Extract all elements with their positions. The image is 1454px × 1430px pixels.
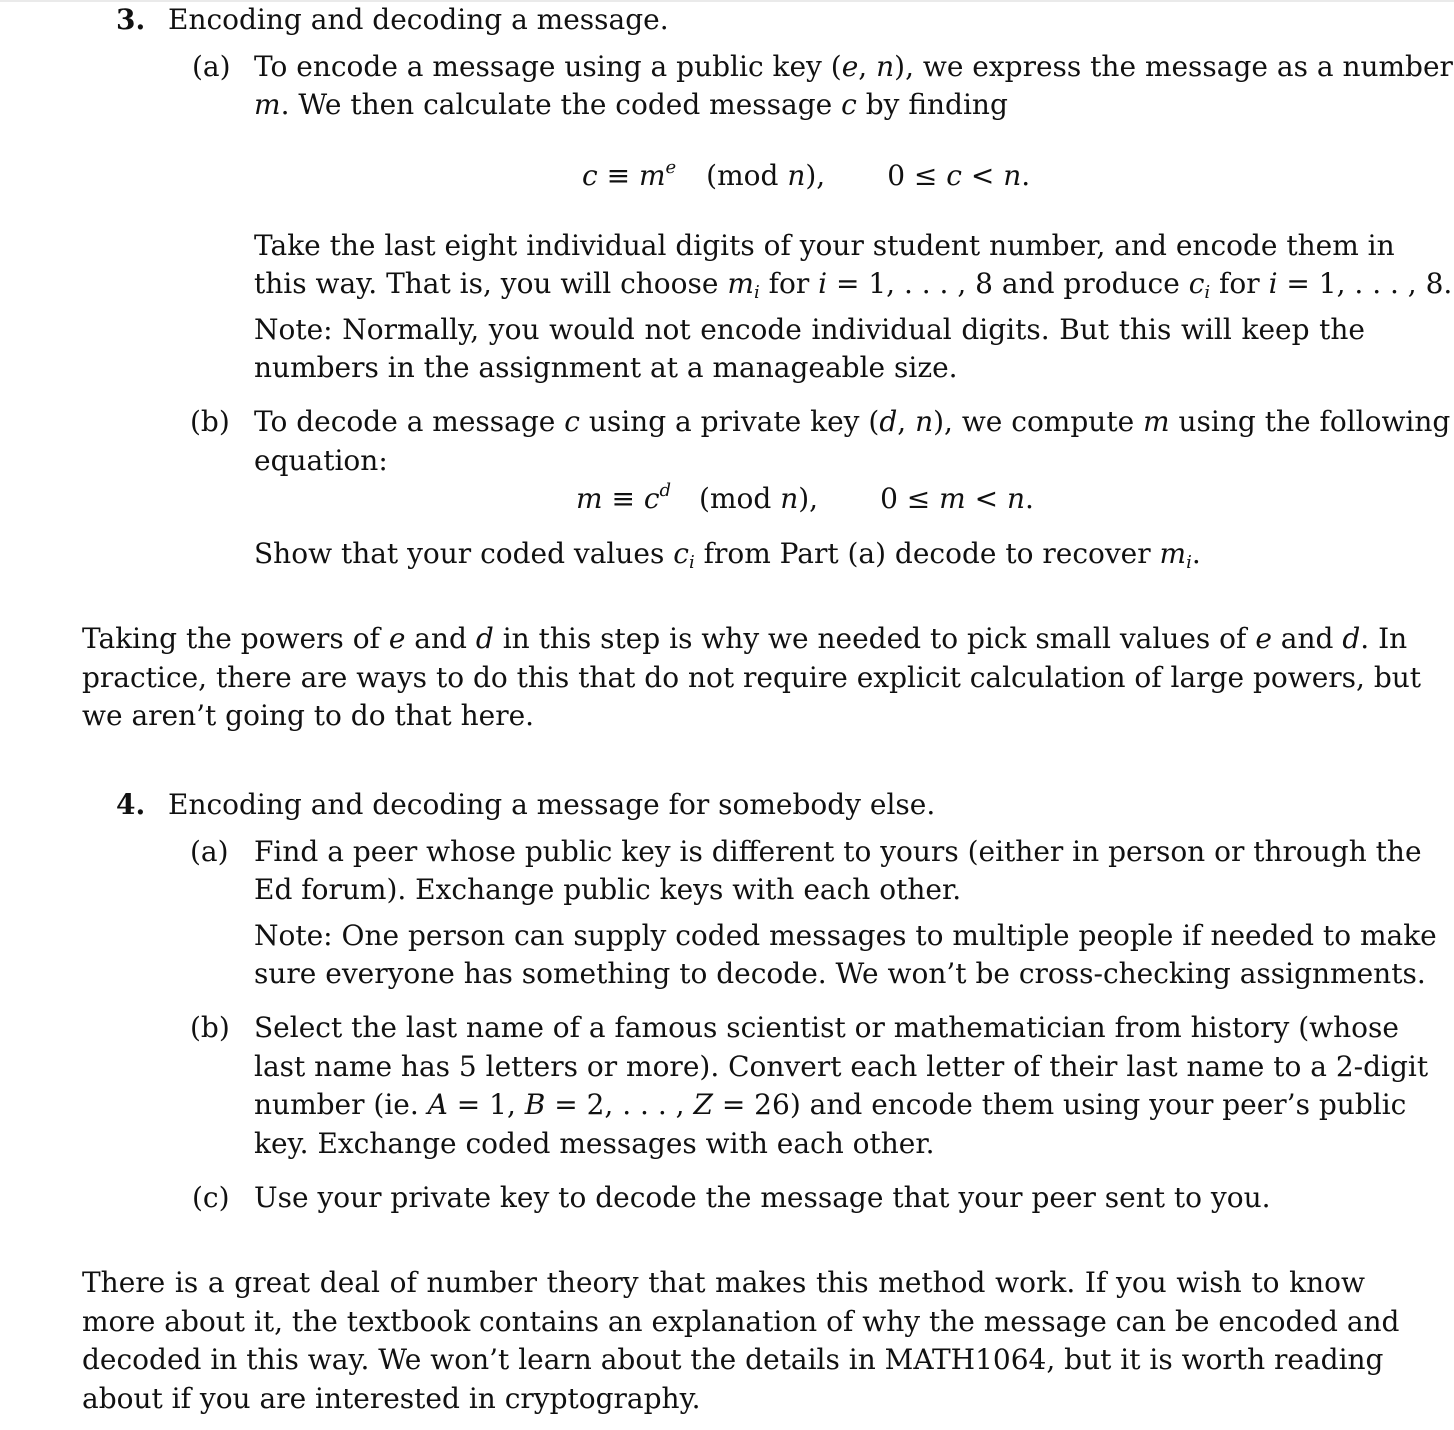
q4-c-label: (c) [192,1181,230,1214]
q4-b-line-2: last name has 5 letters or more). Convert each letter of their last name to a 2-digit [254,1050,1429,1083]
q4-b-line-3: number (ie. A = 1, B = 2, . . . , Z = 26) and encode them using your peer’s public [254,1088,1407,1121]
q3-b-label: (b) [190,405,230,438]
q4-title: Encoding and decoding a message for somebody else. [168,788,936,821]
q3-para-line-3: we aren’t going to do that here. [82,699,535,732]
q3-a-para-line-1: Take the last eight individual digits of your student number, and encode them in [254,229,1395,262]
q4-a-line-2: Ed forum). Exchange public keys with each other. [254,873,962,906]
q3-b-line-1: To decode a message c using a private key (d, n), we compute m using the following [254,405,1451,438]
q3-para-line-1: Taking the powers of e and d in this step is why we needed to pick small values of e and d. In [82,622,1408,655]
q3-decode-equation: $m \equiv c^d$ (mod n), 0 ≤ m < n. [576,480,1034,515]
q3-a-note-line-2: numbers in the assignment at a manageable size. [254,351,958,384]
q3-para-line-2: practice, there are ways to do this that do not require explicit calculation of large powers, but [82,661,1422,694]
q4-a-note-line-1: Note: One person can supply coded messages to multiple people if needed to make [254,919,1437,952]
q4-b-line-1: Select the last name of a famous scientist or mathematician from history (whose [254,1011,1399,1044]
q4-a-label: (a) [190,835,229,868]
q4-para-line-2: more about it, the textbook contains an explanation of why the message can be encoded and [82,1305,1400,1338]
q3-number: 3. [116,3,146,36]
q3-b-show-line: Show that your coded values $c_i$ from Part (a) decode to recover $m_i$. [254,537,1201,573]
q3-a-para-line-2: this way. That is, you will choose $m_i$ for i = 1, . . . , 8 and produce $c_i$ for i = 1, . . . , 8. [254,267,1453,303]
q3-title: Encoding and decoding a message. [168,3,669,36]
q3-encode-equation: $c \equiv m^e$ (mod n), 0 ≤ c < n. [582,157,1031,192]
q3-a-note-line-1: Note: Normally, you would not encode individual digits. But this will keep the [254,313,1365,346]
q3-b-line-2: equation: [254,444,388,477]
q4-para-line-3: decoded in this way. We won’t learn about the details in MATH1064, but it is worth reading [82,1343,1384,1376]
q4-c-line-1: Use your private key to decode the message that your peer sent to you. [254,1181,1271,1214]
q4-para-line-4: about if you are interested in cryptography. [82,1382,701,1415]
q3-a-line-1: To encode a message using a public key (e, n), we express the message as a number [254,50,1453,83]
q4-para-line-1: There is a great deal of number theory that makes this method work. If you wish to know [82,1266,1365,1299]
q4-b-label: (b) [190,1011,230,1044]
q4-b-line-4: key. Exchange coded messages with each other. [254,1127,935,1160]
q4-a-line-1: Find a peer whose public key is different to yours (either in person or through the [254,835,1422,868]
q3-a-line-2: m. We then calculate the coded message c by finding [254,88,1008,121]
q4-a-note-line-2: sure everyone has something to decode. We won’t be cross-checking assignments. [254,957,1426,990]
q3-a-label: (a) [192,50,231,83]
q4-number: 4. [116,788,146,821]
top-border [0,0,1454,2]
